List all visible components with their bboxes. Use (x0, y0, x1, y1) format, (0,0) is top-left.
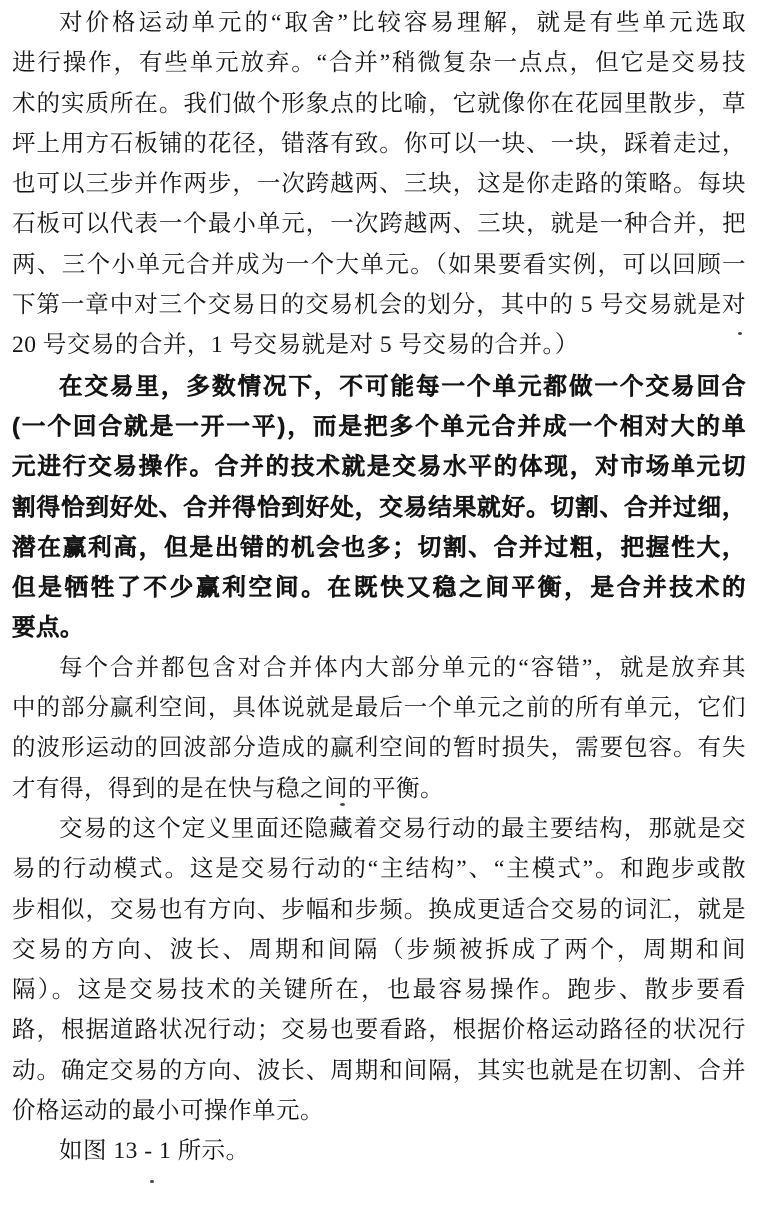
text-line: 才有得，得到的是在快与稳之间的平衡。 (12, 775, 444, 802)
paragraph (12, 3, 746, 366)
text-line: 中的部分赢利空间，具体说就是最后一个单元之前的所有单元，它们 (12, 695, 746, 722)
text-line: 如图 13 - 1 所示。 (59, 1138, 250, 1165)
text-line: 割得恰到好处、合并得恰到好处，交易结果就好。切割、合并过细， (12, 493, 746, 520)
paragraph (12, 648, 746, 809)
text-line: 动。确定交易的方向、波长、周期和间隔，其实也就是在切割、合并 (12, 1057, 746, 1084)
paragraph (12, 809, 746, 1131)
text-line: 价格运动的最小可操作单元。 (12, 1098, 324, 1125)
paragraph (12, 1131, 746, 1171)
scan-speck (738, 332, 742, 335)
text-line: 进行操作，有些单元放弃。“合并”稍微复杂一点点，但它是交易技 (12, 50, 746, 77)
text-line: 下第一章中对三个交易日的交易机会的划分，其中的 5 号交易就是对 (12, 292, 746, 319)
text-line: 路，根据道路状况行动；交易也要看路，根据价格运动路径的状况行 (12, 1017, 746, 1044)
text-line: 要点。 (12, 614, 84, 641)
text-line: 术的实质所在。我们做个形象点的比喻，它就像你在花园里散步，草 (12, 90, 746, 117)
text-line: 坪上用方石板铺的花径，错落有致。你可以一块、一块，踩着走过， (12, 130, 746, 157)
paragraph (12, 366, 746, 648)
text-line: 每个合并都包含对合并体内大部分单元的“容错”，就是放弃其 (59, 654, 746, 681)
text-line: 潜在赢利高，但是出错的机会也多；切割、合并过粗，把握性大， (12, 533, 746, 560)
text-line: 交易的方向、波长、周期和间隔（步频被拆成了两个，周期和间 (12, 936, 746, 963)
text-line: 元进行交易操作。合并的技术就是交易水平的体现，对市场单元切 (12, 453, 746, 480)
text-line: 石板可以代表一个最小单元，一次跨越两、三块，就是一种合并，把 (12, 211, 746, 238)
text-line: 20 号交易的合并，1 号交易就是对 5 号交易的合并。） (12, 332, 579, 359)
text-line: (一个回合就是一开一平)，而是把多个单元合并成一个相对大的单 (12, 412, 746, 439)
text-line: 易的行动模式。这是交易行动的“主结构”、“主模式”。和跑步或散 (12, 856, 746, 883)
text-line: 对价格运动单元的“取舍”比较容易理解，就是有些单元选取 (59, 10, 746, 36)
text-line: 但是牺牲了不少赢利空间。在既快又稳之间平衡，是合并技术的 (12, 574, 746, 601)
text-line: 的波形运动的回波部分造成的赢利空间的暂时损失，需要包容。有失 (12, 735, 746, 762)
text-line: 步相似，交易也有方向、步幅和步频。换成更适合交易的词汇，就是 (12, 896, 746, 923)
text-line: 在交易里，多数情况下，不可能每一个单元都做一个交易回合 (59, 372, 746, 399)
text-body (12, 3, 746, 1172)
text-line: 两、三个小单元合并成为一个大单元。（如果要看实例，可以回顾一 (12, 251, 746, 278)
text-line: 也可以三步并作两步，一次跨越两、三块，这是你走路的策略。每块 (12, 171, 746, 198)
scan-speck (340, 803, 345, 806)
text-line: 交易的这个定义里面还隐藏着交易行动的最主要结构，那就是交 (59, 815, 746, 842)
text-line: 隔）。这是交易技术的关键所在，也最容易操作。跑步、散步要看 (12, 977, 746, 1004)
scan-speck (150, 1180, 154, 1183)
